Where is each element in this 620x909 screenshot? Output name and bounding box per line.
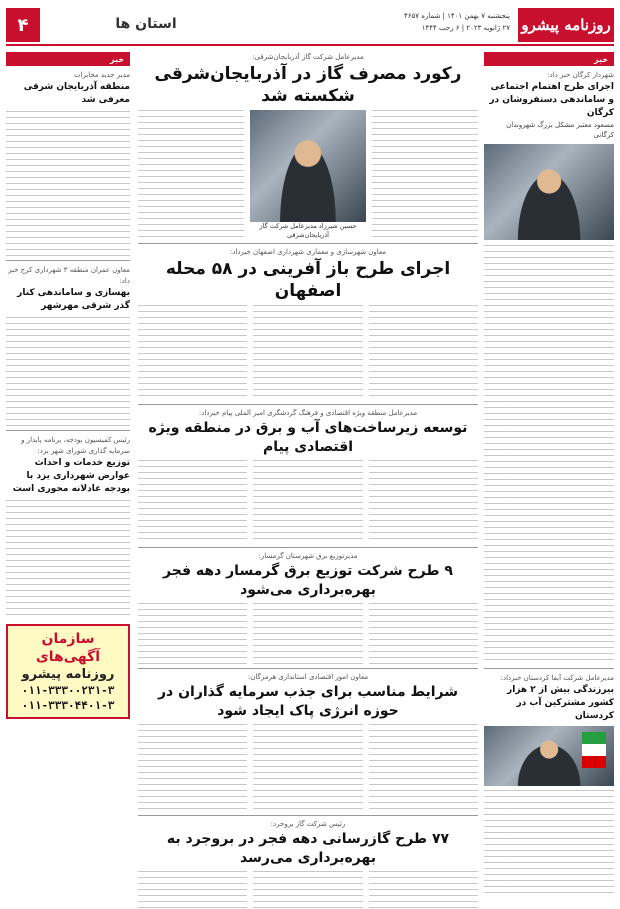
story6-text-col [369, 871, 478, 909]
story1-text-col [372, 110, 478, 240]
newspaper-logo: روزنامه پیشرو [518, 8, 614, 42]
story6-kicker: رئیس شرکت گاز بروجرد: [270, 820, 346, 828]
story5-headline: شرایط مناسب برای جذب سرمایه گذاران در حوزه انرژی پاک ایجاد شود [157, 684, 459, 719]
masthead [6, 6, 614, 46]
right-body-text-2 [484, 790, 614, 898]
right-subline: مسعود معتبر مشکل بزرگ شهروندان کرگانی [506, 121, 614, 139]
right-kicker: شهردار کرگان خبر داد: [547, 71, 614, 79]
story4-kicker: مدیرتوزیع برق شهرستان گرمسار: [258, 552, 358, 560]
story2-text-col [138, 305, 247, 401]
right-headline: اجرای طرح اهتمام اجتماعی و ساماندهی دستفروشان در کرگان [489, 82, 614, 118]
story1-body [138, 110, 478, 240]
left-column [6, 52, 130, 831]
story1-photo [250, 110, 366, 222]
story4-text-col [138, 603, 247, 665]
person-figure [275, 132, 340, 222]
story1-text-col [138, 110, 244, 240]
story4-text-col [253, 603, 362, 665]
ad-phone-2: ۰۱۱-۳۳۳۰۴۴۰۱-۳ [21, 699, 115, 712]
left-body-text-2 [6, 317, 130, 427]
story2-body [138, 305, 478, 401]
divider [138, 404, 478, 405]
date-line-1: پنجشنبه ۷ بهمن ۱۴۰۱ | شماره ۴۶۵۷ [403, 12, 510, 20]
story5-text-col [253, 724, 362, 812]
person-figure [513, 163, 586, 240]
ad-phone-1: ۰۱۱-۳۳۳۰۰۲۳۱-۳ [21, 684, 115, 697]
story6-text-col [138, 871, 247, 909]
divider [6, 260, 130, 261]
story6-headline: ۷۷ طرح گازرسانی دهه فجر در بروجرد به بهره‌برداری می‌رسد [166, 831, 450, 866]
story4-headline: ۹ طرح شرکت توزیع برق گرمسار دهه فجر بهره‌برداری می‌شود [163, 563, 453, 598]
story2-text-col [253, 305, 362, 401]
story3-text-col [138, 460, 247, 544]
ad-box [6, 624, 130, 719]
flag-icon [582, 732, 606, 768]
section-title: استان ها [115, 16, 177, 32]
divider [484, 668, 614, 669]
story3-text-col [253, 460, 362, 544]
story3-kicker: مدیرعامل منطقه ویژه اقتصادی و فرهنگ گردشگری امیر الملی پیام خبرداد: [198, 409, 418, 417]
right-kicker-2: مدیرعامل شرکت آبفا کردستان خبرداد: [500, 674, 614, 682]
left-kicker-3: رئیس کمیسیون بودجه، برنامه پایدار و سرمایه گذاری شورای شهر یزد: [21, 436, 130, 455]
news-label: خبر [484, 52, 614, 66]
right-portrait-photo-2 [484, 726, 614, 786]
date-line [260, 10, 510, 34]
story5-kicker: معاون امور اقتصادی استانداری هرمزگان: [247, 673, 369, 681]
divider [6, 430, 130, 431]
story2-text-col [369, 305, 478, 401]
story6-text-col [253, 871, 362, 909]
story3-text-col [369, 460, 478, 544]
divider [138, 243, 478, 244]
person-figure [513, 738, 586, 786]
story2-headline: اجرای طرح باز آفرینی در ۵۸ محله اصفهان [165, 259, 451, 301]
story1-photo-wrap [250, 110, 366, 240]
divider [138, 815, 478, 816]
story4-body [138, 603, 478, 665]
story3-headline: توسعه زیرساخت‌های آب و برق در منطقه ویژه اقتصادی پیام [148, 420, 468, 455]
ad-line-3: روزنامه پیشرو [21, 667, 115, 682]
left-kicker-2: معاون عمران منطقه ۳ شهرداری کرج خبر داد: [8, 266, 130, 285]
divider [138, 547, 478, 548]
divider [138, 668, 478, 669]
story1-caption: حسین شیرزاد مدیرعامل شرکت گاز آذربایجان‌شرقی [259, 222, 357, 239]
story6-body [138, 871, 478, 909]
ad-line-2: آگهی‌های [35, 649, 101, 665]
story5-text-col [369, 724, 478, 812]
right-column [484, 52, 614, 831]
story1-kicker: مدیرعامل شرکت گاز آذربایجان‌شرقی: [252, 53, 364, 61]
right-body-text [484, 245, 614, 665]
left-headline-2: بهسازی و ساماندهی کنار گذر شرقی مهرشهر [17, 288, 130, 311]
left-headline-3: توزیع خدمات و احداث عوارض شهرداری یزد با بودجه عادلانه محوری است [12, 458, 130, 494]
left-headline: منطقه آذربایجان شرقی معرفی شد [23, 82, 130, 105]
ad-line-1: سازمان [41, 631, 95, 647]
story5-text-col [138, 724, 247, 812]
main-column [138, 52, 478, 866]
left-body-text-3 [6, 500, 130, 618]
page-number-badge: ۴ [6, 8, 40, 42]
right-headline-2: بیرزندگی بیش از ۲ هزار کشور مشترکین آب در کردستان [507, 685, 614, 721]
right-portrait-photo [484, 144, 614, 240]
story5-body [138, 724, 478, 812]
story1-headline: رکورد مصرف گاز در آذربایجان‌شرقی شکسته شد [154, 64, 462, 106]
left-kicker: مدیر جدید مخابرات [73, 71, 130, 79]
left-body-text [6, 111, 130, 257]
story3-body [138, 460, 478, 544]
date-line-2: ۲۷ ژانویه ۲۰۲۳ | ۶ رجب ۱۴۴۴ [421, 24, 510, 32]
news-label: خبر [6, 52, 130, 66]
story2-kicker: معاون شهرسازی و معماری شهرداری اصفهان خبرداد: [229, 248, 387, 256]
story4-text-col [369, 603, 478, 665]
